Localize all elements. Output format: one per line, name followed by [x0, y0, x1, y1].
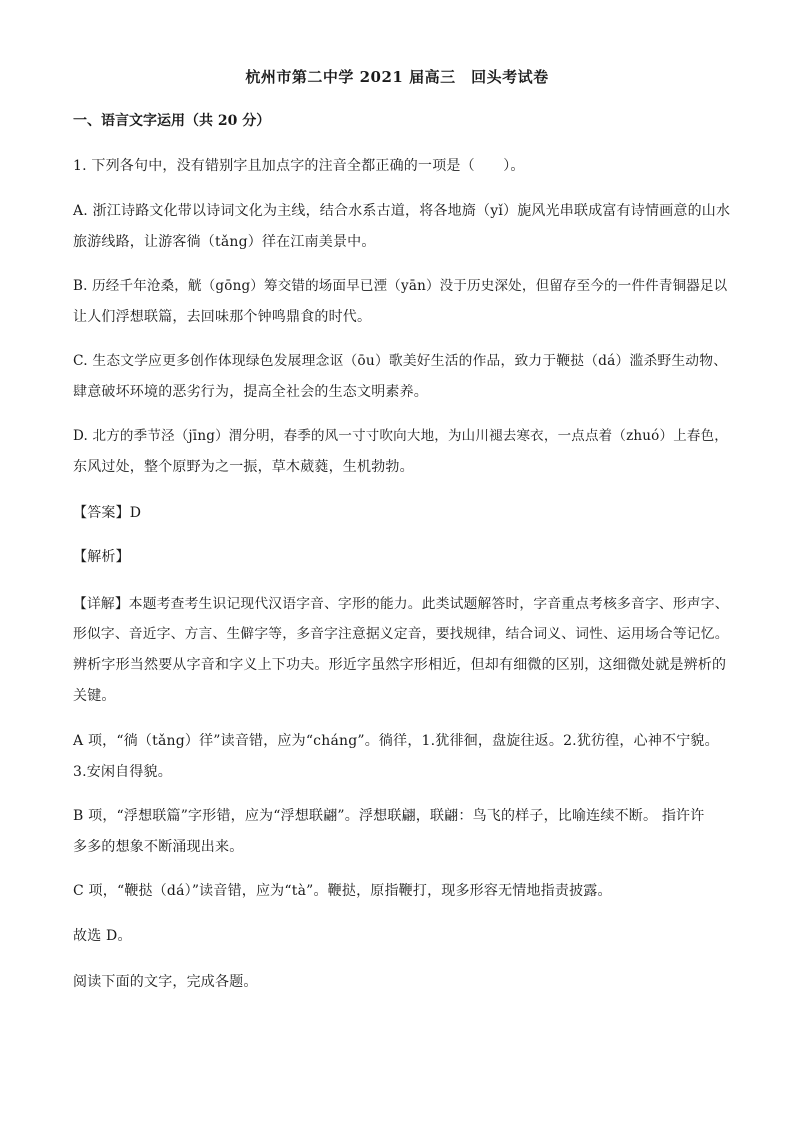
option-d-line-1: D. 北方的季节泾（jīng）渭分明，春季的风一寸寸吹向大地，为山川褪去寒衣，一点点着（zhuó）上春色，: [73, 428, 728, 444]
option-a-line-1: A. 浙江诗路文化带以诗词文化为主线，结合水系古道，将各地旖（yǐ）旎风光串联成富有诗情画意的山水: [73, 203, 731, 219]
detail-line-1: 【详解】本题考查考生识记现代汉语字音、字形的能力。此类试题解答时，字音重点考核多音字、形声字、: [73, 596, 729, 612]
analysis-label: 【解析】: [73, 549, 130, 565]
item-a-line-2: 3.安闲自得貌。: [73, 764, 172, 780]
answer-label: 【答案】D: [73, 505, 142, 521]
item-b-line-1: B 项，“浮想联篇”字形错，应为“浮想联翩”。浮想联翩，联翩：鸟飞的样子，比喻连续不断。 指许许: [73, 808, 705, 824]
item-c-line: C 项，“鞭挞（dá）”读音错，应为“tà”。鞭挞，原指鞭打，现多形容无情地指责披露。: [73, 883, 612, 899]
next-instruction: 阅读下面的文字，完成各题。: [73, 974, 258, 990]
option-b-line-1: B. 历经千年沧桑，觥（gōng）筹交错的场面早已湮（yān）没于历史深处，但留存至今的一件件青铜器足以: [73, 278, 728, 294]
detail-line-4: 关键。: [73, 688, 116, 704]
conclusion: 故选 D。: [73, 928, 132, 944]
page-title: 杭州市第二中学 2021 届高三 回头考试卷: [245, 68, 549, 86]
question-stem: 1. 下列各句中，没有错别字且加点字的注音全都正确的一项是（ ）。: [73, 158, 525, 174]
option-b-line-2: 让人们浮想联篇，去回味那个钟鸣鼎食的时代。: [73, 309, 372, 325]
detail-line-3: 辨析字形当然要从字音和字义上下功夫。形近字虽然字形相近，但却有细微的区别，这细微处就是辨析的: [73, 657, 727, 673]
section-heading: 一、语言文字运用（共 20 分）: [73, 113, 271, 129]
option-a-line-2: 旅游线路，让游客徜（tǎng）徉在江南美景中。: [73, 234, 376, 250]
item-b-line-2: 多多的想象不断涌现出来。: [73, 839, 244, 855]
option-c-line-2: 肆意破坏环境的恶劣行为，提高全社会的生态文明素养。: [73, 384, 428, 400]
option-d-line-2: 东风过处，整个原野为之一振，草木葳蕤，生机勃勃。: [73, 459, 414, 475]
item-a-line-1: A 项，“徜（tǎng）徉”读音错，应为“cháng”。徜徉，1.犹徘徊，盘旋往返。2.犹彷徨，心神不宁貌。: [73, 733, 719, 749]
detail-line-2: 形似字、音近字、方言、生僻字等，多音字注意据义定音，要找规律，结合词义、词性、运用场合等记忆。: [73, 626, 729, 642]
option-c-line-1: C. 生态文学应更多创作体现绿色发展理念讴（ōu）歌美好生活的作品，致力于鞭挞（dá）滥杀野生动物、: [73, 353, 728, 369]
